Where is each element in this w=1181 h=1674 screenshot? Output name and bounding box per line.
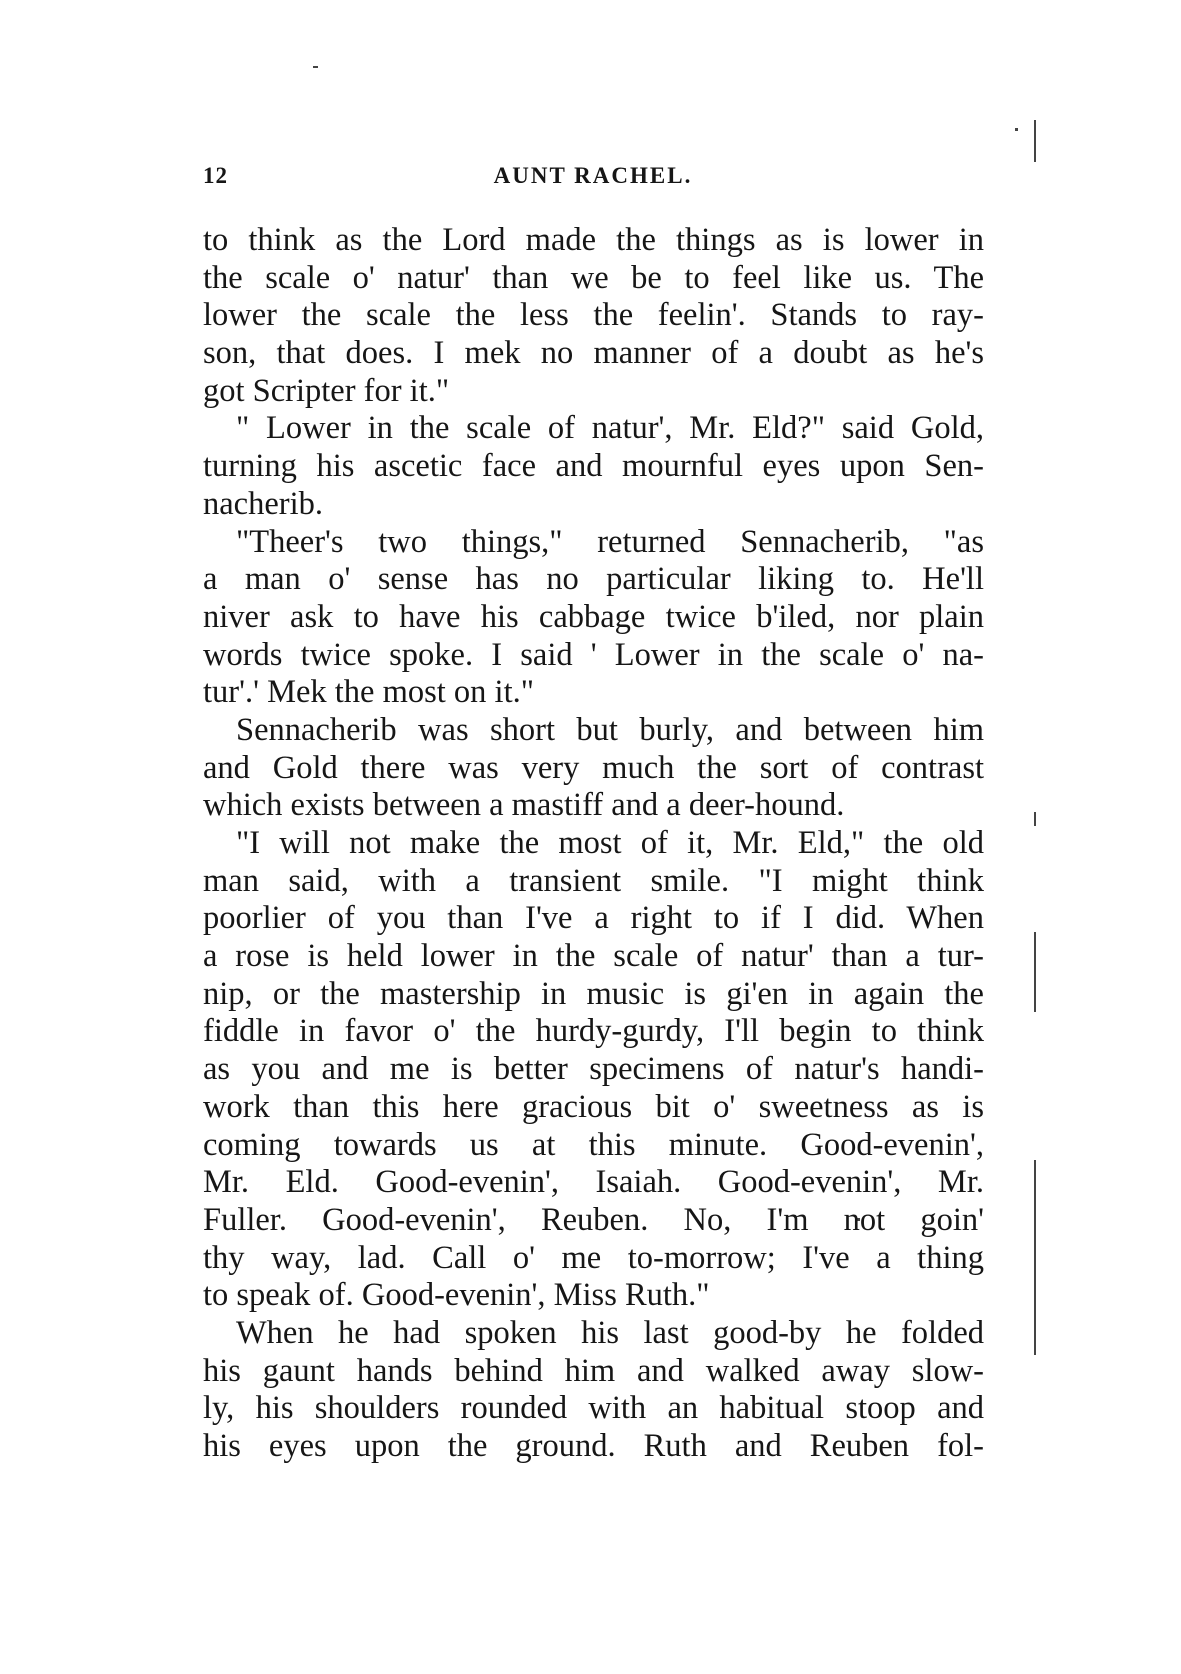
- text-line: fiddle in favor o' the hurdy-gurdy, I'll begin to think: [203, 1013, 984, 1050]
- scan-edge-line: [1034, 812, 1036, 826]
- text-line: work than this here gracious bit o' sweetness as is: [203, 1088, 984, 1125]
- paragraph: [203, 410, 984, 523]
- text-line: his eyes upon the ground. Ruth and Reuben fol-: [203, 1428, 984, 1464]
- text-line: the scale o' natur' than we be to feel like us. The: [203, 259, 984, 296]
- text-line: When he had spoken his last good-by he folded: [236, 1314, 984, 1351]
- text-line: "I will not make the most of it, Mr. Eld," the old: [236, 825, 984, 861]
- paragraph: [203, 712, 984, 825]
- page-number: 12: [203, 163, 228, 188]
- text-line: as you and me is better specimens of natur's handi-: [203, 1051, 984, 1088]
- running-title: AUNT RACHEL.: [493, 163, 693, 188]
- text-line: " Lower in the scale of natur', Mr. Eld?" said Gold,: [236, 410, 984, 447]
- text-line: nacherib.: [203, 485, 324, 522]
- scan-edge-line: [1034, 120, 1036, 162]
- body-text: [203, 222, 984, 1466]
- text-line: a man o' sense has no particular liking to. He'll: [203, 561, 984, 598]
- text-line: and Gold there was very much the sort of contrast: [203, 749, 984, 786]
- paragraph: [203, 524, 984, 712]
- text-line: words twice spoke. I said ' Lower in the scale o' na-: [203, 636, 984, 673]
- text-line: to speak of. Good-evenin', Miss Ruth.": [203, 1277, 710, 1314]
- text-line: Sennacherib was short but burly, and between him: [236, 711, 984, 748]
- text-line: his gaunt hands behind him and walked away slow-: [203, 1352, 984, 1389]
- text-line: niver ask to have his cabbage twice b'iled, nor plain: [203, 598, 984, 635]
- text-line: coming towards us at this minute. Good-evenin',: [203, 1126, 984, 1163]
- text-line: turning his ascetic face and mournful eyes upon Sen-: [203, 448, 984, 485]
- text-line: tur'.' Mek the most on it.": [203, 674, 534, 711]
- text-line: a rose is held lower in the scale of natur' than a tur-: [203, 938, 984, 975]
- paragraph: [203, 222, 984, 410]
- paragraph: [203, 825, 984, 1315]
- paragraph: [203, 1315, 984, 1466]
- text-line: ly, his shoulders rounded with an habitual stoop and: [203, 1390, 984, 1427]
- text-line: son, that does. I mek no manner of a doubt as he's: [203, 335, 984, 372]
- text-line: thy way, lad. Call o' me to-morrow; I've a thing: [203, 1239, 984, 1276]
- text-line: which exists between a mastiff and a deer-hound.: [203, 787, 845, 824]
- running-head: [203, 163, 984, 199]
- text-line: nip, or the mastership in music is gi'en in again the: [203, 975, 984, 1012]
- text-line: man said, with a transient smile. "I might think: [203, 862, 984, 899]
- text-line: Fuller. Good-evenin', Reuben. No, I'm not goin': [203, 1201, 984, 1238]
- scan-speck: [1015, 128, 1018, 131]
- text-line: lower the scale the less the feelin'. Stands to ray-: [203, 297, 984, 334]
- scan-edge-line: [1034, 932, 1036, 1012]
- text-line: Mr. Eld. Good-evenin', Isaiah. Good-evenin', Mr.: [203, 1164, 984, 1201]
- text-line: to think as the Lord made the things as is lower in: [203, 222, 984, 258]
- text-line: "Theer's two things," returned Sennacherib, "as: [236, 523, 984, 560]
- scan-speck: [313, 66, 318, 68]
- scan-edge-line: [1034, 1160, 1036, 1355]
- text-line: poorlier of you than I've a right to if I did. When: [203, 900, 984, 937]
- text-line: got Scripter for it.": [203, 372, 450, 409]
